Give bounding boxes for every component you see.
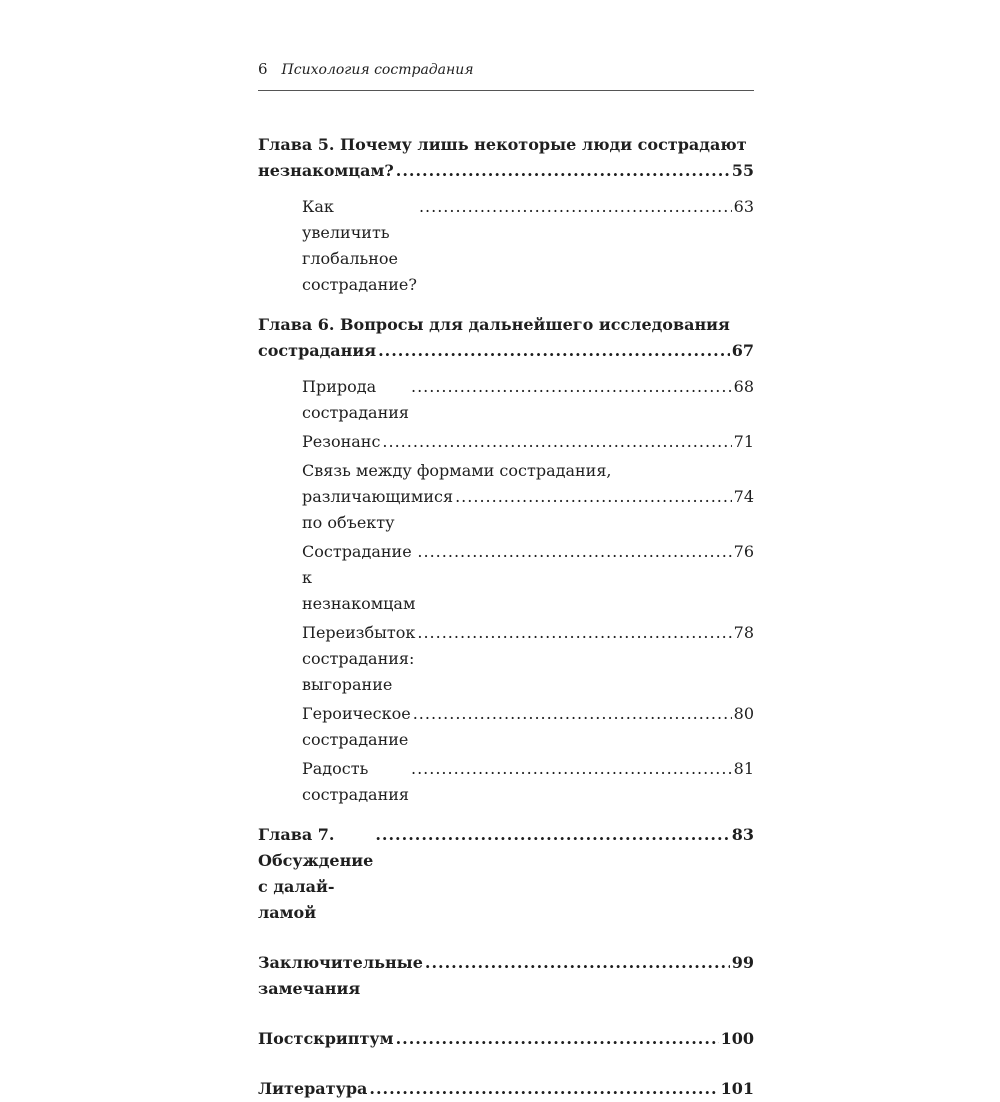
toc-postscript-title: Постскриптум [258, 1029, 394, 1048]
toc-chapter-6-page: 67 [731, 341, 754, 360]
toc-chapter-6[interactable] [258, 312, 754, 364]
toc-section-page: 68 [733, 377, 754, 396]
toc-concluding-page: 99 [731, 953, 754, 972]
dot-leader [411, 374, 732, 400]
toc-section-title: Героическое сострадание [302, 704, 411, 749]
toc-chapter-7[interactable] [258, 822, 754, 926]
toc-concluding-title: Заключительные замечания [258, 953, 423, 998]
toc-concluding-remarks[interactable] [258, 950, 754, 1002]
dot-leader [417, 539, 731, 565]
dot-leader [417, 620, 731, 646]
dot-leader [378, 338, 730, 364]
dot-leader [382, 429, 731, 455]
toc-section-page: 80 [733, 704, 754, 723]
toc-section-title-line2: различающимися по объекту [302, 487, 454, 532]
table-of-contents [258, 132, 754, 1102]
toc-section[interactable] [258, 429, 754, 455]
toc-section[interactable] [258, 701, 754, 753]
toc-chapter-7-page: 83 [731, 825, 754, 844]
dot-leader [375, 822, 729, 848]
toc-section-title: Природа сострадания [302, 377, 409, 422]
toc-section-title: Переизбыток сострадания: выгорание [302, 623, 416, 694]
toc-section-title: Сострадание к незнакомцам [302, 542, 416, 613]
toc-section-title: Резонанс [302, 432, 381, 451]
dot-leader [419, 194, 732, 220]
toc-chapter-6-title-line1: Глава 6. Вопросы для дальнейшего исследования [258, 315, 730, 334]
toc-chapter-5-page: 55 [731, 161, 754, 180]
dot-leader [396, 1026, 719, 1052]
toc-section-page: 76 [733, 542, 754, 561]
toc-chapter-5-title-line2: незнакомцам? [258, 161, 394, 180]
toc-section[interactable] [258, 756, 754, 808]
dot-leader [425, 950, 730, 976]
dot-leader [411, 756, 732, 782]
toc-section-page: 71 [733, 432, 754, 451]
toc-section-page: 74 [733, 487, 754, 506]
toc-section[interactable] [258, 194, 754, 298]
toc-chapter-5[interactable] [258, 132, 754, 184]
toc-section-title: Радость сострадания [302, 759, 409, 804]
toc-section-title-line1: Связь между формами сострадания, [302, 461, 612, 480]
toc-chapter-5-title-line1: Глава 5. Почему лишь некоторые люди сострадают [258, 135, 747, 154]
dot-leader [413, 701, 732, 727]
toc-section[interactable] [258, 374, 754, 426]
toc-literature-title: Литература [258, 1079, 368, 1098]
toc-postscript-page: 100 [720, 1029, 754, 1048]
toc-chapter-7-title: Глава 7. Обсуждение с далай-ламой [258, 825, 374, 922]
book-page [258, 60, 754, 1102]
toc-section-page: 63 [733, 197, 754, 216]
toc-section-page: 78 [733, 623, 754, 642]
toc-section[interactable] [258, 539, 754, 617]
toc-section[interactable] [258, 458, 754, 536]
toc-chapter-6-title-line2: сострадания [258, 341, 377, 360]
dot-leader [369, 1076, 718, 1102]
toc-postscript[interactable] [258, 1026, 754, 1052]
toc-literature-page: 101 [720, 1079, 754, 1098]
running-head [258, 60, 754, 91]
running-title: Психология сострадания [281, 62, 474, 78]
toc-section-title: Как увеличить глобальное сострадание? [302, 197, 417, 294]
dot-leader [455, 484, 732, 510]
toc-section[interactable] [258, 620, 754, 698]
dot-leader [396, 158, 730, 184]
toc-literature[interactable] [258, 1076, 754, 1102]
page-number: 6 [258, 60, 268, 78]
toc-section-page: 81 [733, 759, 754, 778]
